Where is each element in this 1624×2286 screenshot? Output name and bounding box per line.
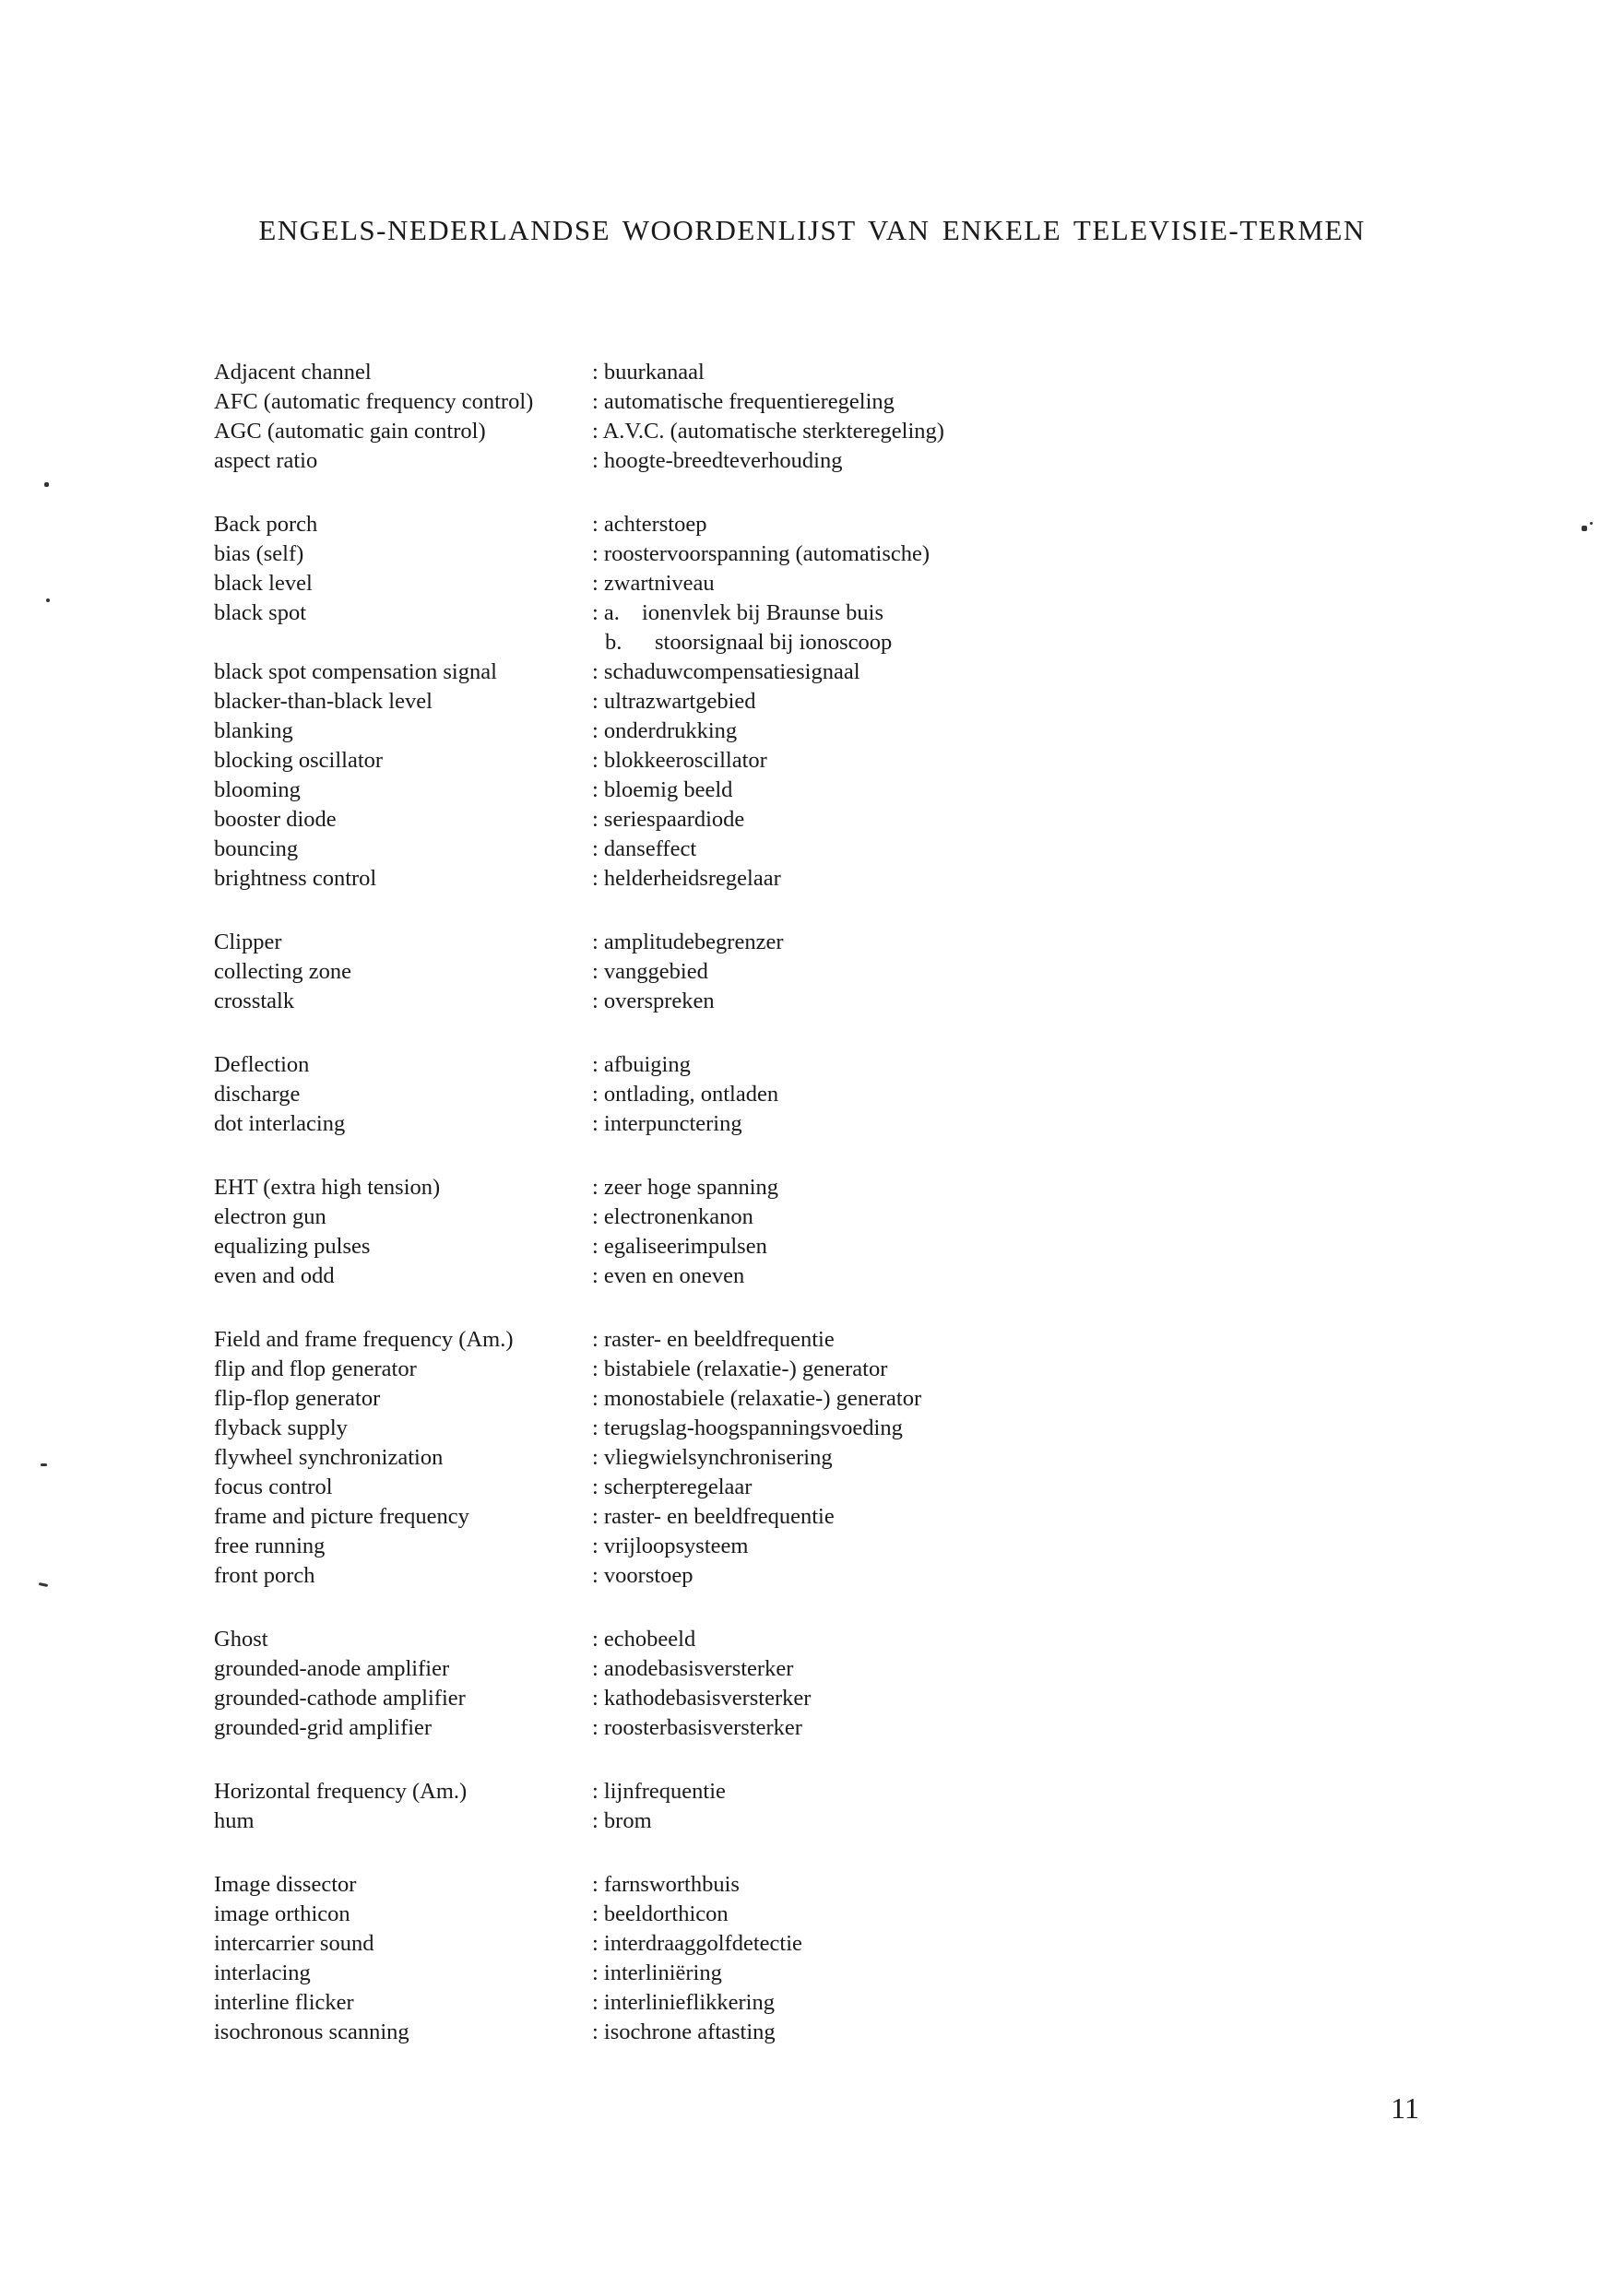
glossary-entry xyxy=(214,1414,1044,1443)
term: frame and picture frequency xyxy=(214,1504,469,1529)
definition: : achterstoep xyxy=(592,512,707,537)
term: flyback supply xyxy=(214,1415,348,1440)
glossary-section xyxy=(214,1870,1044,2047)
glossary-section xyxy=(214,358,1044,476)
definition: : interdraaggolfdetectie xyxy=(592,1931,802,1956)
term: dot interlacing xyxy=(214,1111,346,1136)
glossary-entry xyxy=(214,1929,1044,1959)
term: AGC (automatic gain control) xyxy=(214,419,486,444)
term: even and odd xyxy=(214,1263,335,1288)
scan-speck xyxy=(44,482,49,487)
glossary-entry xyxy=(214,1080,1044,1109)
definition: : bistabiele (relaxatie-) generator xyxy=(592,1356,888,1381)
glossary-entry xyxy=(214,1777,1044,1806)
definition: : helderheidsregelaar xyxy=(592,866,781,891)
glossary-entry xyxy=(214,1561,1044,1591)
definition: : automatische frequentieregeling xyxy=(592,389,895,414)
term: Back porch xyxy=(214,512,318,537)
definition: : overspreken xyxy=(592,989,715,1013)
glossary-entry xyxy=(214,1202,1044,1232)
glossary-list xyxy=(214,358,1044,2081)
definition: : even en oneven xyxy=(592,1263,745,1288)
term: black spot xyxy=(214,600,307,625)
term: crosstalk xyxy=(214,989,295,1013)
glossary-entry xyxy=(214,1109,1044,1139)
glossary-entry xyxy=(214,1870,1044,1900)
definition: : amplitudebegrenzer xyxy=(592,930,784,954)
term: blanking xyxy=(214,718,293,743)
definition: : raster- en beeldfrequentie xyxy=(592,1504,835,1529)
glossary-entry xyxy=(214,446,1044,476)
term: isochronous scanning xyxy=(214,2019,409,2044)
term: EHT (extra high tension) xyxy=(214,1175,441,1200)
glossary-entry xyxy=(214,1261,1044,1291)
glossary-section xyxy=(214,1777,1044,1836)
term: flip and flop generator xyxy=(214,1356,417,1381)
definition: : lijnfrequentie xyxy=(592,1779,726,1804)
glossary-entry xyxy=(214,1384,1044,1414)
definition: : blokkeeroscillator xyxy=(592,748,767,773)
glossary-entry xyxy=(214,717,1044,746)
term: collecting zone xyxy=(214,959,351,984)
definition: : egaliseerimpulsen xyxy=(592,1234,767,1259)
term: AFC (automatic frequency control) xyxy=(214,389,534,414)
definition: : beeldorthicon xyxy=(592,1901,729,1926)
term: aspect ratio xyxy=(214,448,318,473)
definition: : echobeeld xyxy=(592,1627,696,1652)
definition: : ultrazwartgebied xyxy=(592,689,756,714)
glossary-entry xyxy=(214,417,1044,446)
scan-speck xyxy=(1582,526,1587,531)
glossary-section xyxy=(214,1325,1044,1591)
glossary-entry xyxy=(214,1654,1044,1684)
term: blacker-than-black level xyxy=(214,689,433,714)
definition: : interlinieflikkering xyxy=(592,1990,775,2015)
glossary-entry xyxy=(214,1502,1044,1532)
term: free running xyxy=(214,1534,326,1558)
glossary-section xyxy=(214,510,1044,894)
glossary-entry xyxy=(214,539,1044,569)
glossary-entry xyxy=(214,1050,1044,1080)
term: Deflection xyxy=(214,1052,310,1077)
term xyxy=(214,628,592,657)
glossary-entry xyxy=(214,569,1044,598)
definition: : ontlading, ontladen xyxy=(592,1082,779,1107)
term: black level xyxy=(214,571,313,596)
glossary-entry xyxy=(214,1988,1044,2018)
page-number: 11 xyxy=(1391,2091,1419,2125)
glossary-entry xyxy=(214,1173,1044,1202)
definition: : kathodebasisversterker xyxy=(592,1686,812,1711)
glossary-entry xyxy=(214,358,1044,387)
glossary-entry xyxy=(214,835,1044,864)
definition xyxy=(592,598,883,628)
definition xyxy=(592,628,892,657)
term: front porch xyxy=(214,1563,315,1588)
glossary-entry xyxy=(214,1325,1044,1355)
glossary-entry xyxy=(214,864,1044,894)
glossary-entry xyxy=(214,957,1044,987)
term: booster diode xyxy=(214,807,337,832)
glossary-entry xyxy=(214,598,1044,628)
definition: : brom xyxy=(592,1808,652,1833)
definition: : roosterbasisversterker xyxy=(592,1715,802,1740)
definition-label: b. xyxy=(605,630,622,655)
term: hum xyxy=(214,1808,255,1833)
glossary-entry xyxy=(214,776,1044,805)
term: grounded-anode amplifier xyxy=(214,1656,450,1681)
term: black spot compensation signal xyxy=(214,659,497,684)
glossary-entry xyxy=(214,510,1044,539)
definition: : voorstoep xyxy=(592,1563,693,1588)
definition-label: : a. xyxy=(592,600,620,625)
definition: : terugslag-hoogspanningsvoeding xyxy=(592,1415,903,1440)
glossary-entry xyxy=(214,1473,1044,1502)
term: Adjacent channel xyxy=(214,360,372,385)
definition: : onderdrukking xyxy=(592,718,738,743)
term: blocking oscillator xyxy=(214,748,384,773)
glossary-entry xyxy=(214,1713,1044,1743)
term: grounded-grid amplifier xyxy=(214,1715,433,1740)
glossary-entry xyxy=(214,805,1044,835)
definition-text: stoorsignaal bij ionoscoop xyxy=(655,630,893,655)
term: Clipper xyxy=(214,930,282,954)
glossary-entry xyxy=(214,1625,1044,1654)
glossary-entry xyxy=(214,1684,1044,1713)
term: Horizontal frequency (Am.) xyxy=(214,1779,468,1804)
glossary-entry xyxy=(214,928,1044,957)
definition: : seriespaardiode xyxy=(592,807,745,832)
definition: : vliegwielsynchronisering xyxy=(592,1445,833,1470)
definition: : vrijloopsysteem xyxy=(592,1534,749,1558)
glossary-entry xyxy=(214,987,1044,1016)
glossary-entry xyxy=(214,2018,1044,2047)
term: electron gun xyxy=(214,1204,326,1229)
definition-text: ionenvlek bij Braunse buis xyxy=(642,600,883,625)
definition: : schaduwcompensatiesignaal xyxy=(592,659,860,684)
definition: : afbuiging xyxy=(592,1052,691,1077)
definition: : danseffect xyxy=(592,836,697,861)
definition: : interpunctering xyxy=(592,1111,742,1136)
glossary-entry xyxy=(214,1443,1044,1473)
definition: : raster- en beeldfrequentie xyxy=(592,1327,835,1352)
term: Image dissector xyxy=(214,1872,357,1897)
term: grounded-cathode amplifier xyxy=(214,1686,466,1711)
definition: : vanggebied xyxy=(592,959,708,984)
glossary-entry xyxy=(214,687,1044,717)
term: brightness control xyxy=(214,866,377,891)
definition: : roostervoorspanning (automatische) xyxy=(592,541,931,566)
glossary-section xyxy=(214,1173,1044,1291)
definition: : monostabiele (relaxatie-) generator xyxy=(592,1386,922,1411)
term: image orthicon xyxy=(214,1901,350,1926)
term: interline flicker xyxy=(214,1990,354,2015)
term: intercarrier sound xyxy=(214,1931,374,1956)
term: Ghost xyxy=(214,1627,268,1652)
glossary-section xyxy=(214,1050,1044,1139)
definition: : anodebasisversterker xyxy=(592,1656,794,1681)
definition: : bloemig beeld xyxy=(592,777,733,802)
glossary-entry xyxy=(214,387,1044,417)
glossary-entry xyxy=(214,1900,1044,1929)
term: flip-flop generator xyxy=(214,1386,381,1411)
term: Field and frame frequency (Am.) xyxy=(214,1327,514,1352)
definition: : interliniëring xyxy=(592,1960,722,1985)
term: flywheel synchronization xyxy=(214,1445,444,1470)
glossary-entry xyxy=(214,1959,1044,1988)
scan-speck xyxy=(39,1582,48,1587)
glossary-entry xyxy=(214,1355,1044,1384)
glossary-entry xyxy=(214,657,1044,687)
page-title: ENGELS-NEDERLANDSE WOORDENLIJST VAN ENKELE TELEVISIE-TERMEN xyxy=(258,214,1366,246)
term: equalizing pulses xyxy=(214,1234,371,1259)
glossary-entry xyxy=(214,1806,1044,1836)
definition: : isochrone aftasting xyxy=(592,2019,776,2044)
term: bouncing xyxy=(214,836,299,861)
definition: : scherpteregelaar xyxy=(592,1475,753,1499)
definition: : electronenkanon xyxy=(592,1204,753,1229)
glossary-entry xyxy=(214,1232,1044,1261)
glossary-entry xyxy=(214,746,1044,776)
scan-speck xyxy=(41,1463,47,1466)
glossary-section xyxy=(214,1625,1044,1743)
definition: : buurkanaal xyxy=(592,360,705,385)
term: interlacing xyxy=(214,1960,311,1985)
term: blooming xyxy=(214,777,301,802)
scan-speck xyxy=(46,598,50,602)
glossary-entry xyxy=(214,628,1044,657)
definition: : zwartniveau xyxy=(592,571,715,596)
definition: : hoogte-breedteverhouding xyxy=(592,448,843,473)
term: discharge xyxy=(214,1082,301,1107)
definition: : A.V.C. (automatische sterkteregeling) xyxy=(592,419,944,444)
glossary-entry xyxy=(214,1532,1044,1561)
term: bias (self) xyxy=(214,541,304,566)
glossary-section xyxy=(214,928,1044,1016)
term: focus control xyxy=(214,1475,333,1499)
definition: : zeer hoge spanning xyxy=(592,1175,779,1200)
definition: : farnsworthbuis xyxy=(592,1872,740,1897)
scan-speck xyxy=(1590,522,1593,525)
